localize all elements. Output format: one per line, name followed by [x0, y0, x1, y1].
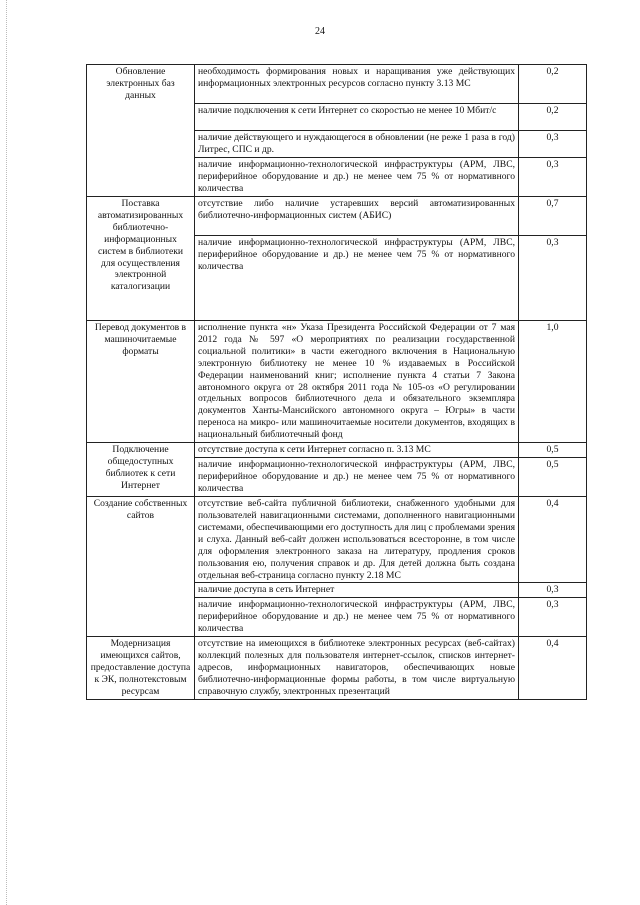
section-name: Обновление электронных баз данных [87, 65, 195, 197]
criterion-text: отсутствие веб-сайта публичной библиотеки, снабженного удобными для пользователей навигационными системами, дополненного навигационными системами, обеспечивающими его доступность для лиц с проблемами зрения и слуха. Данный веб-сайт должен использоваться всесторонне, в том числе для оформления электронного заказа на литературу, продления сроков пользования ею, получения справок и др. Для детей должна быть создана отдельная веб-страница согласно пункту 2.18 МС [195, 497, 519, 583]
table-row [87, 65, 587, 104]
section-name: Модернизация имеющихся сайтов, предоставление доступа к ЭК, полнотекстовым ресурсам [87, 637, 195, 700]
weight-value: 0,4 [519, 497, 587, 583]
criterion-text: исполнение пункта «н» Указа Президента Российской Федерации от 7 мая 2012 года № 597 «О мероприятиях по реализации государственной социальной политики» в части ежегодного включения в Национальную электронную библиотеку не менее 10 % издаваемых в Российской Федерации наименований книг; исполнение пункта 4 статьи 7 Закона автономного округа от 28 октября 2011 года № 105-оз «О регулировании отдельных вопросов библиотечного дела и обязательного экземпляра документов Ханты-Мансийского автономного округа – Югры» в части переноса на микро- или машиночитаемые носители документов, входящих в национальный библиотечный фонд [195, 321, 519, 443]
weight-value: 0,4 [519, 637, 587, 700]
weight-value: 0,3 [519, 583, 587, 598]
weight-value: 0,3 [519, 598, 587, 637]
weight-value: 0,5 [519, 458, 587, 497]
table-row [87, 197, 587, 236]
binding-edge-line [6, 0, 8, 905]
criterion-text: наличие информационно-технологической инфраструктуры (АРМ, ЛВС, периферийное оборудование и др.) не менее чем 75 % от нормативного количества [195, 236, 519, 321]
weight-value: 1,0 [519, 321, 587, 443]
section-name: Перевод документов в машиночитаемые форматы [87, 321, 195, 443]
criterion-text: наличие действующего и нуждающегося в обновлении (не реже 1 раза в год) Литрес, СПС и др. [195, 131, 519, 158]
weight-value: 0,3 [519, 236, 587, 321]
criteria-table [86, 64, 587, 700]
criterion-text: наличие информационно-технологической инфраструктуры (АРМ, ЛВС, периферийное оборудование и др.) не менее чем 75 % от нормативного количества [195, 598, 519, 637]
criterion-text: наличие информационно-технологической инфраструктуры (АРМ, ЛВС, периферийное оборудование и др.) не менее чем 75 % от нормативного количества [195, 458, 519, 497]
weight-value: 0,2 [519, 104, 587, 131]
table-row [87, 321, 587, 443]
section-name: Подключение общедоступных библиотек к сети Интернет [87, 443, 195, 497]
criterion-text: отсутствие либо наличие устаревших версий автоматизированных библиотечно-информационных систем (АБИС) [195, 197, 519, 236]
table-row [87, 443, 587, 458]
table-row [87, 497, 587, 583]
weight-value: 0,2 [519, 65, 587, 104]
criterion-text: наличие доступа в сеть Интернет [195, 583, 519, 598]
page-number: 24 [315, 26, 325, 37]
criterion-text: отсутствие доступа к сети Интернет согласно п. 3.13 МС [195, 443, 519, 458]
section-name: Поставка автоматизированных библиотечно-информационных систем в библиотеки для осуществления электронной каталогизации [87, 197, 195, 321]
section-name: Создание собственных сайтов [87, 497, 195, 637]
weight-value: 0,7 [519, 197, 587, 236]
criterion-text: наличие подключения к сети Интернет со скоростью не менее 10 Мбит/с [195, 104, 519, 131]
weight-value: 0,3 [519, 158, 587, 197]
criterion-text: наличие информационно-технологической инфраструктуры (АРМ, ЛВС, периферийное оборудование и др.) не менее чем 75 % от нормативного количества [195, 158, 519, 197]
weight-value: 0,3 [519, 131, 587, 158]
criterion-text: необходимость формирования новых и наращивания уже действующих информационных электронных ресурсов согласно пункту 3.13 МС [195, 65, 519, 104]
weight-value: 0,5 [519, 443, 587, 458]
criterion-text: отсутствие на имеющихся в библиотеке электронных ресурсах (веб-сайтах) коллекций полезных для пользователя интернет-ссылок, списков интернет-адресов, информационных навигаторов, обеспечивающих новые библиотечно-информационные формы работы, в том числе виртуальную справочную службу, электронных презентаций [195, 637, 519, 700]
table-row [87, 637, 587, 700]
